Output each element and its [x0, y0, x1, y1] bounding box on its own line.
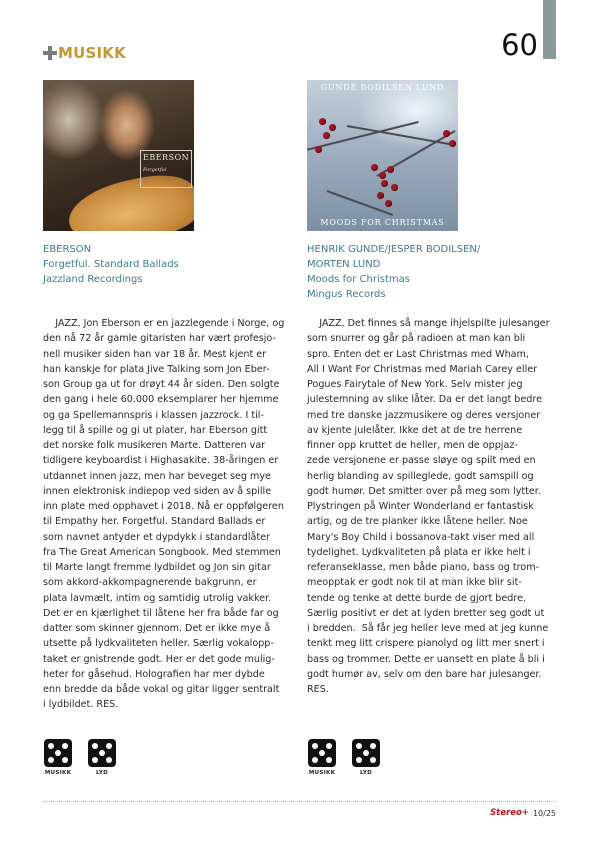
body-line: JAZZ. Det finnes så mange ihjelspilte julesanger	[307, 318, 550, 329]
body-line: Plystringen på Winter Wonderland er fantastisk	[307, 501, 534, 512]
berry	[315, 146, 322, 153]
dice-pip	[62, 757, 68, 763]
cover-artist-text: EBERSON	[143, 153, 190, 162]
dice-pip	[319, 750, 325, 756]
body-line: son Group ga ut for drøyt 44 år siden. Den solgte	[43, 379, 280, 390]
artist-name: EBERSON	[43, 244, 92, 255]
berry	[319, 118, 326, 125]
body-line: Særlig positivt er det at lyden bretter seg godt ut	[307, 607, 545, 619]
dice-pip	[106, 757, 112, 763]
body-line: julestemning av slike låter. Da er det langt bedre	[307, 394, 543, 406]
berry	[443, 130, 450, 137]
body-line: bass og trommer. Dette er uansett en plate å bli i	[307, 653, 545, 665]
dice-pip	[363, 750, 369, 756]
section-title: MUSIKK	[58, 44, 126, 62]
dice-pip	[326, 743, 332, 749]
rating-label: LYD	[359, 770, 373, 776]
body-line: utdannet innen jazz, men har beveget seg mye	[43, 470, 271, 482]
berry	[381, 180, 388, 187]
berry	[379, 172, 386, 179]
body-line: legg til å spille og gi ut plater, har Eberson gitt	[43, 424, 268, 436]
dice-icon	[352, 739, 380, 767]
body-line: Det er en kjærlighet til låtene her fra både far og	[43, 607, 279, 619]
album-title: Forgetful. Standard Ballads	[43, 259, 179, 270]
dice-pip	[48, 757, 54, 763]
rating-lyd	[351, 739, 381, 776]
dice-pip	[106, 743, 112, 749]
ratings	[307, 739, 381, 776]
album-title: Moods for Christmas	[307, 274, 410, 285]
page-tab-bar	[543, 0, 556, 59]
berry	[371, 164, 378, 171]
dice-pip	[326, 757, 332, 763]
album-cover-moods-for-christmas	[307, 80, 458, 231]
cover-bottom-title: MOODS FOR CHRISTMAS	[320, 218, 445, 227]
footer-rule	[43, 801, 556, 802]
review-body	[43, 316, 293, 713]
body-line: Mary's Boy Child i bossanova-takt viser med all	[307, 531, 535, 543]
body-line: finner opp kruttet de heller, men de oppjaz-	[307, 440, 518, 451]
dice-pip	[92, 757, 98, 763]
body-line: som navnet antyder et dypdykk i standardlåter	[43, 531, 270, 543]
berry	[385, 200, 392, 207]
dice-pip	[356, 757, 362, 763]
plus-icon	[43, 46, 57, 60]
body-line: All I Want For Christmas med Mariah Carey eller	[307, 363, 538, 375]
berry	[323, 132, 330, 139]
body-line: JAZZ. Jon Eberson er en jazzlegende i Norge, og	[43, 318, 285, 329]
dice-pip	[370, 743, 376, 749]
body-line: nell musiker siden han var 18 år. Mest kjent er	[43, 348, 267, 360]
body-line: og ga Spellemannspris i klassen jazzrock. I til-	[43, 409, 264, 421]
body-line: meopptak er godt nok til at man ikke blir sit-	[307, 577, 522, 589]
berry	[377, 192, 384, 199]
body-line: han kanskje for plata Jive Talking som Jon Eber-	[43, 363, 270, 375]
dice-pip	[55, 750, 61, 756]
rating-label: MUSIKK	[44, 770, 72, 776]
body-line: zede versjonene er passe sløye og spilt med en	[307, 455, 536, 467]
berry	[449, 140, 456, 147]
body-line: godt humør av, selv om den bare har julesanger.	[307, 668, 542, 680]
review-body	[307, 316, 557, 697]
ratings	[43, 739, 117, 776]
cover-subtitle-text: Forgetful	[143, 167, 167, 173]
footer-page: 10/25	[532, 808, 556, 818]
dice-icon	[88, 739, 116, 767]
body-line: til Empathy her. Forgetful. Standard Ballads er	[43, 516, 266, 528]
record-label: Mingus Records	[307, 289, 386, 300]
body-line: innen elektronisk indiepop ved siden av å spille	[43, 485, 272, 497]
dice-icon	[44, 739, 72, 767]
page-number: 60	[501, 28, 538, 62]
brand-logo: Stereo+	[490, 808, 529, 818]
rating-musikk	[307, 739, 337, 776]
rating-label: MUSIKK	[308, 770, 336, 776]
body-line: heter for gåsehud. Holografien har mer dybde	[43, 668, 265, 680]
rating-musikk	[43, 739, 73, 776]
body-line: det norske folk musikeren Marte. Datteren var	[43, 440, 266, 451]
rating-lyd	[87, 739, 117, 776]
body-line: taket er gnistrende godt. Her er det gode mulig-	[43, 653, 275, 665]
dice-pip	[92, 743, 98, 749]
dice-pip	[312, 757, 318, 763]
body-line: tende og tenke at dette burde de gjort bedre.	[307, 592, 527, 604]
body-line: i lydbildet. RES.	[43, 699, 119, 711]
body-line: spro. Enten det er Last Christmas med Wham,	[307, 348, 529, 360]
body-line: med tre danske jazzmusikere og deres versjoner	[307, 409, 541, 421]
record-label: Jazzland Recordings	[43, 274, 143, 285]
footer	[490, 808, 556, 818]
body-line: Pogues Fairytale of New York. Selv mister jeg	[307, 379, 523, 390]
berry	[329, 124, 336, 131]
berry	[387, 166, 394, 173]
body-line: tenkt meg litt crispere pianolyd og litt mer snert i	[307, 638, 545, 650]
body-line: fra The Great American Songbook. Med stemmen	[43, 546, 281, 558]
body-line: enn bredde da både vokal og gitar ligger sentralt	[43, 684, 280, 695]
dice-pip	[356, 743, 362, 749]
review-meta	[43, 242, 179, 287]
body-line: plata lavmælt, intim og samtidig utrolig vakker.	[43, 592, 272, 604]
body-line: av kjente julelåter. Ikke det at de tre herrene	[307, 424, 523, 436]
artist-name: HENRIK GUNDE/JESPER BODILSEN/	[307, 244, 481, 255]
review-meta	[307, 242, 480, 302]
body-line: i bredden. Så får jeg heller leve med at jeg kunne	[307, 623, 549, 634]
body-line: utsette på lydkvaliteten heller. Særlig vokalopp-	[43, 638, 274, 650]
body-line: tydelighet. Lydkvaliteten på plata er ikke helt i	[307, 546, 531, 558]
body-line: artig, og de tre planker ikke låtene heller. Noe	[307, 516, 528, 528]
body-line: referanseklasse, men både piano, bass og trom-	[307, 562, 540, 573]
body-line: godt humør. Det smitter over på meg som lytter.	[307, 485, 541, 497]
body-line: inn plate med opphavet i 2018. Nå er oppfølgeren	[43, 501, 284, 512]
cover-top-title: GUNDE BODILSEN LUND	[320, 83, 445, 92]
dice-pip	[99, 750, 105, 756]
body-line: herlig blanding av spilleglede, godt samspill og	[307, 470, 534, 482]
dice-pip	[62, 743, 68, 749]
rating-label: LYD	[95, 770, 109, 776]
body-line: datter som skinner gjennom. Det er ikke mye å	[43, 623, 271, 634]
body-line: som snurrer og går på radioen at man kan bli	[307, 333, 526, 345]
dice-pip	[370, 757, 376, 763]
dice-icon	[308, 739, 336, 767]
dice-pip	[312, 743, 318, 749]
body-line: RES.	[307, 684, 329, 695]
body-line: til Marte langt fremme lydbildet og Jon sin gitar	[43, 562, 271, 573]
body-line: den gang i hele 60.000 eksemplarer her hjemme	[43, 394, 279, 406]
body-line: som akkord-akkompagnerende bakgrunn, er	[43, 577, 257, 589]
dice-pip	[48, 743, 54, 749]
body-line: den nå 72 år gamle gitaristen har vært profesjo-	[43, 333, 276, 345]
artist-name-continued: MORTEN LUND	[307, 259, 381, 270]
berry	[391, 184, 398, 191]
album-cover-eberson	[43, 80, 194, 231]
section-tag	[43, 44, 126, 62]
body-line: tidligere keyboardist i Highasakite. 38-åringen er	[43, 455, 279, 467]
